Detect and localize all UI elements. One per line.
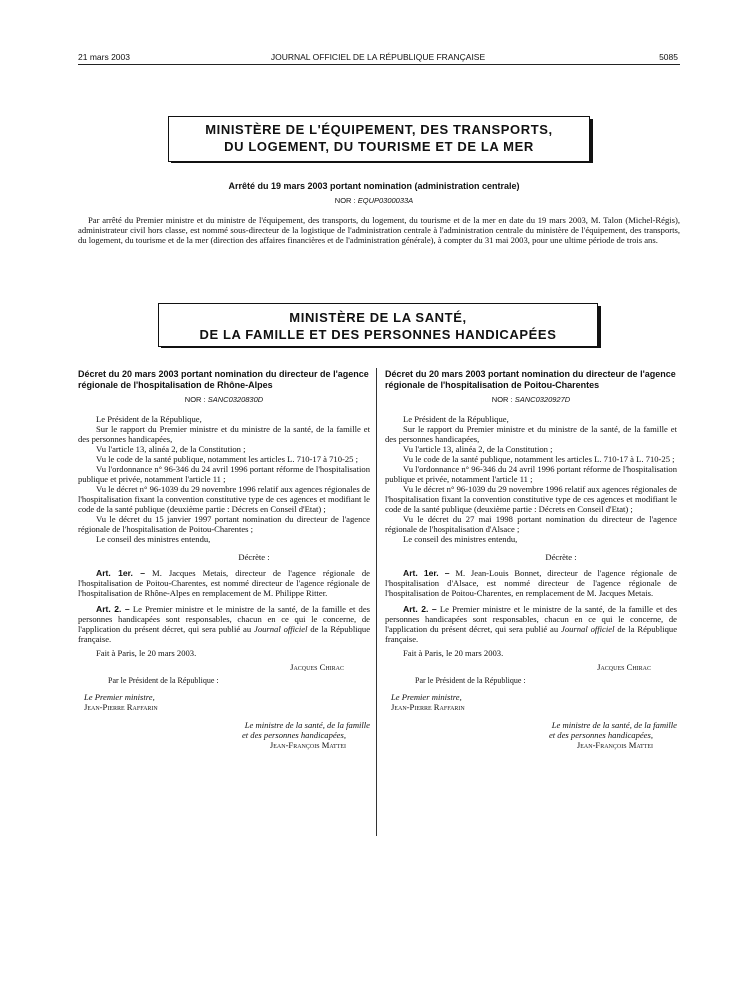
visa: Le conseil des ministres entendu,	[403, 534, 518, 544]
premier-ministre-title: Le Premier ministre,	[391, 692, 462, 702]
decrete-heading: Décrète :	[238, 552, 270, 562]
visa: Vu le décret n° 96-1039 du 29 novembre 1996 relatif aux agences régionales de l'hospitalisation fixant la convention constitutive type de ces agences et modifiant le code de la santé publique (deuxième partie : Décrets en Conseil d'Etat) ;	[78, 484, 370, 514]
article-label: Art. 1er. –	[96, 568, 145, 578]
ministre-title-2: et des personnes handicapées,	[548, 730, 653, 740]
par-le-president: Par le Président de la République :	[108, 676, 219, 685]
article-text: M. Jacques Metais, directeur de l'agence régionale de l'hospitalisation de Poitou-Charentes, est nommé directeur de l'agence régionale de l'hospitalisation de Rhône-Alpes en remplacement de M. Philippe Ritter.	[78, 568, 370, 598]
fait-a-paris: Fait à Paris, le 20 mars 2003.	[96, 648, 197, 658]
visa: Le Président de la République,	[403, 414, 509, 424]
president-signature: Jacques Chirac	[290, 662, 344, 672]
visa: Sur le rapport du Premier ministre et du ministre de la santé, de la famille et des personnes handicapées,	[385, 424, 677, 444]
decree-title: Décret du 20 mars 2003 portant nomination du directeur de l'agence régionale de l'hospitalisation de Rhône-Alpes	[78, 369, 369, 390]
visa: Le Président de la République,	[96, 414, 202, 424]
visa: Vu l'ordonnance n° 96-346 du 24 avril 1996 portant réforme de l'hospitalisation publique et privée, notamment l'article 11 ;	[78, 464, 370, 484]
decree-right	[385, 369, 677, 750]
nor-code: SANC0320927D	[514, 395, 571, 404]
article-2	[385, 604, 677, 644]
journal-officiel-ref: Journal officiel	[561, 624, 615, 634]
visa: Vu le décret du 27 mai 1998 portant nomination du directeur de l'agence régionale de l'hospitalisation d'Alsace ;	[385, 514, 677, 534]
decree-title: Décret du 20 mars 2003 portant nomination du directeur de l'agence régionale de l'hospitalisation de Poitou-Charentes	[385, 369, 676, 390]
ministre-title-1: Le ministre de la santé, de la famille	[551, 720, 677, 730]
article-label: Art. 2. –	[403, 604, 437, 614]
ministre-title-2: et des personnes handicapées,	[241, 730, 346, 740]
visa: Vu l'article 13, alinéa 2, de la Constitution ;	[96, 444, 246, 454]
nor-label: NOR :	[491, 395, 513, 404]
ministre-name: Jean-François Mattei	[576, 740, 653, 750]
visa: Vu l'article 13, alinéa 2, de la Constitution ;	[403, 444, 553, 454]
arrete-title: Arrêté du 19 mars 2003 portant nomination (administration centrale)	[228, 181, 520, 191]
premier-ministre-title: Le Premier ministre,	[84, 692, 155, 702]
decree-nor	[78, 395, 370, 405]
decree-nor	[385, 395, 677, 405]
ministry-line-1: MINISTÈRE DE LA SANTÉ,	[289, 310, 467, 325]
decrete-heading: Décrète :	[545, 552, 577, 562]
fait-a-paris: Fait à Paris, le 20 mars 2003.	[403, 648, 504, 658]
president-signature: Jacques Chirac	[597, 662, 651, 672]
header-journal-title: JOURNAL OFFICIEL DE LA RÉPUBLIQUE FRANÇAISE	[270, 52, 486, 62]
article-text: Le Premier ministre et le ministre de la santé, de la famille et des personnes handicapées sont responsables, chacun en ce qui le concerne, de l'application du présent décret, qui sera publié au	[78, 604, 371, 634]
ministry-line-2: DE LA FAMILLE ET DES PERSONNES HANDICAPÉES	[199, 327, 557, 342]
visa: Vu l'ordonnance n° 96-346 du 24 avril 1996 portant réforme de l'hospitalisation publique et privée, notamment l'article 11 ;	[385, 464, 677, 484]
par-le-president: Par le Président de la République :	[415, 676, 526, 685]
article-text: de la République française.	[385, 624, 678, 644]
arrete-text: Par arrêté du Premier ministre et du ministre de l'équipement, des transports, du logement, du tourisme et de la mer en date du 19 mars 2003, M. Talon (Michel-Régis), administrateur civil hors classe, est nommé sous-directeur de la logistique de l'administration centrale à l'administration centrale du ministère de l'équipement, des transports, du logement, du tourisme et de la mer (direction des affaires financières et de l'administration générale), à compter du 31 mai 2003, pour une ultime période de trois ans.	[78, 215, 680, 245]
article-text: Le Premier ministre et le ministre de la santé, de la famille et des personnes handicapées sont responsables, chacun en ce qui le concerne, de l'application du présent décret, qui sera publié au	[385, 604, 678, 634]
article-label: Art. 2. –	[96, 604, 130, 614]
article-text: M. Jean-Louis Bonnet, directeur de l'agence régionale de l'hospitalisation d'Alsace, est nommé directeur de l'agence régionale de l'hospitalisation de Poitou-Charentes, en remplacement de M. Jacques Metais.	[385, 568, 677, 598]
article-2	[78, 604, 370, 644]
journal-officiel-ref: Journal officiel	[254, 624, 308, 634]
arrete-nor	[0, 196, 748, 205]
article-text: de la République française.	[78, 624, 371, 644]
visa: Vu le décret du 15 janvier 1997 portant nomination du directeur de l'agence régionale de l'hospitalisation de Poitou-Charentes ;	[78, 514, 370, 534]
header-page-number: 5085	[659, 52, 678, 62]
ministry-heading-sante	[158, 303, 598, 347]
ministre-title-1: Le ministre de la santé, de la famille	[244, 720, 370, 730]
nor-label: NOR :	[334, 196, 356, 205]
nor-label: NOR :	[184, 395, 206, 404]
header-rule	[78, 64, 680, 65]
header-date: 21 mars 2003	[78, 52, 130, 62]
visa: Vu le code de la santé publique, notamment les articles L. 710-17 à 710-25 ;	[96, 454, 358, 464]
column-divider	[376, 368, 377, 836]
article-1	[78, 568, 370, 598]
decree-left	[78, 369, 370, 750]
visa: Le conseil des ministres entendu,	[96, 534, 211, 544]
premier-ministre-name: Jean-Pierre Raffarin	[391, 702, 465, 712]
article-1	[385, 568, 677, 598]
visa: Sur le rapport du Premier ministre et du ministre de la santé, de la famille et des personnes handicapées,	[78, 424, 370, 444]
nor-code: SANC0320830D	[207, 395, 264, 404]
visa: Vu le décret n° 96-1039 du 29 novembre 1996 relatif aux agences régionales de l'hospitalisation fixant la convention constitutive type de ces agences et modifiant le code de la santé publique (deuxième partie : Décrets en Conseil d'Etat) ;	[385, 484, 677, 514]
visa: Vu le code de la santé publique, notamment les articles L. 710-17 à L. 710-25 ;	[403, 454, 675, 464]
ministre-name: Jean-François Mattei	[269, 740, 346, 750]
premier-ministre-name: Jean-Pierre Raffarin	[84, 702, 158, 712]
ministry-line-2: DU LOGEMENT, DU TOURISME ET DE LA MER	[224, 139, 534, 154]
article-label: Art. 1er. –	[403, 568, 450, 578]
ministry-heading-equipement	[168, 116, 590, 162]
nor-code: EQUP0300033A	[357, 196, 414, 205]
ministry-line-1: MINISTÈRE DE L'ÉQUIPEMENT, DES TRANSPORTS,	[205, 122, 553, 137]
